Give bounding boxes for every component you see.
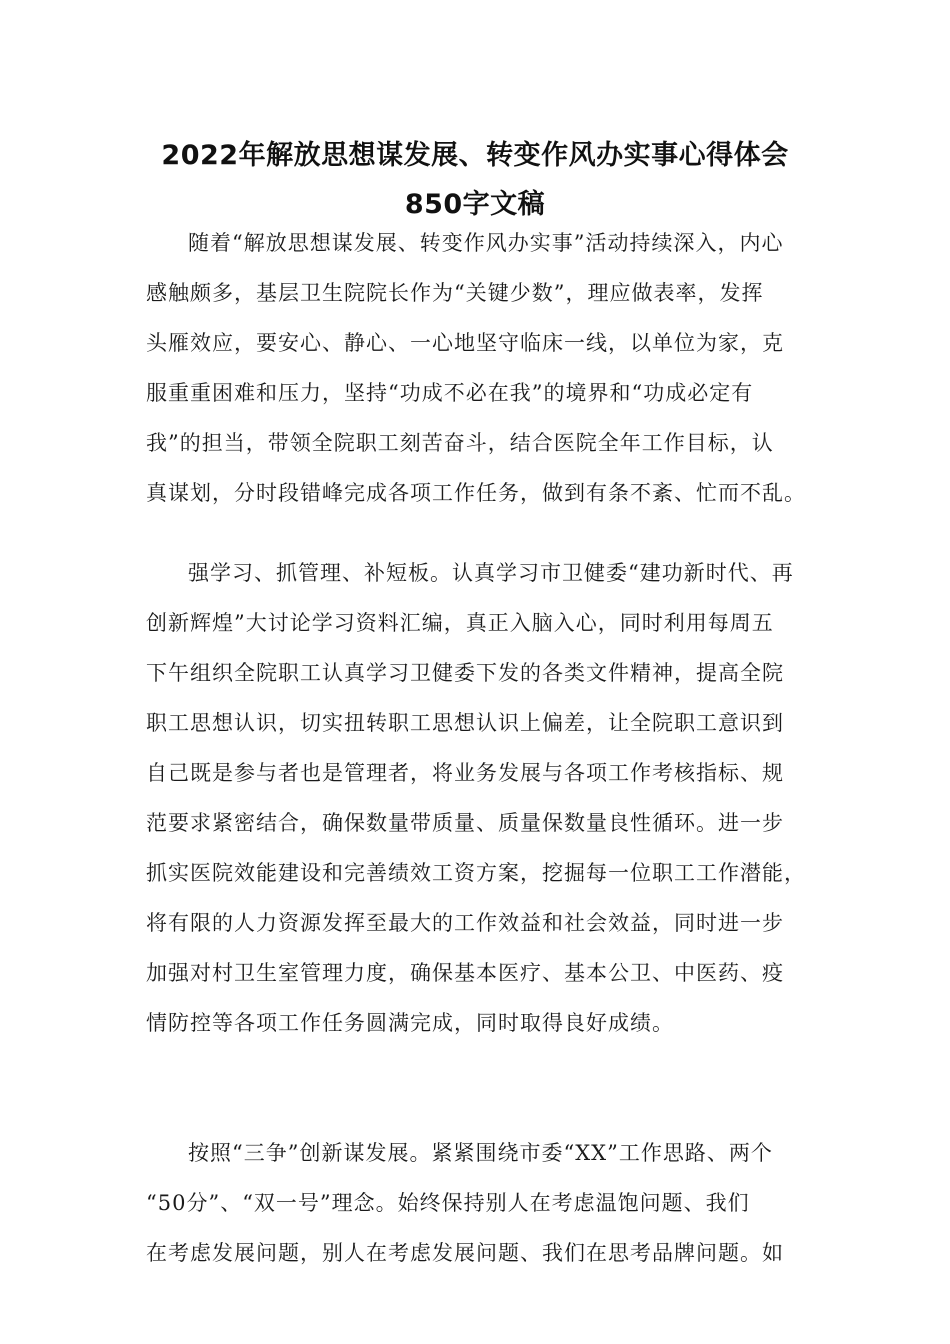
paragraph-2: [146, 548, 826, 1048]
paragraph-1: [146, 218, 826, 518]
text-line: 头雁效应，要安心、静心、一心地坚守临床一线，以单位为家，克: [146, 331, 784, 355]
text-line: 感触颇多，基层卫生院院长作为“关键少数”，理应做表率，发挥: [146, 281, 764, 305]
text-line: 情防控等各项工作任务圆满完成，同时取得良好成绩。: [146, 1011, 674, 1035]
text-line: “50分”、“双一号”理念。始终保持别人在考虑温饱问题、我们: [146, 1191, 750, 1215]
text-line: 抓实医院效能建设和完善绩效工资方案，挖掘每一位职工工作潜能，: [146, 861, 806, 885]
text-line: 我”的担当，带领全院职工刻苦奋斗，结合医院全年工作目标，认: [146, 431, 774, 455]
text-line: 随着“解放思想谋发展、转变作风办实事”活动持续深入，内心: [188, 231, 784, 255]
text-line: 下午组织全院职工认真学习卫健委下发的各类文件精神，提高全院: [146, 661, 784, 685]
text-line: 创新辉煌”大讨论学习资料汇编，真正入脑入心，同时利用每周五: [146, 611, 774, 635]
text-line: 将有限的人力资源发挥至最大的工作效益和社会效益，同时进一步: [146, 911, 784, 935]
text-line: 自己既是参与者也是管理者，将业务发展与各项工作考核指标、规: [146, 761, 784, 785]
text-line: 按照“三争”创新谋发展。紧紧围绕市委“XX”工作思路、两个: [188, 1141, 773, 1165]
text-line: 职工思想认识，切实扭转职工思想认识上偏差，让全院职工意识到: [146, 711, 784, 735]
text-line: 强学习、抓管理、补短板。认真学习市卫健委“建功新时代、再: [188, 561, 794, 585]
text-line: 真谋划，分时段错峰完成各项工作任务，做到有条不紊、忙而不乱。: [146, 481, 806, 505]
document-title-line-1: 2022年解放思想谋发展、转变作风办实事心得体会: [161, 140, 789, 171]
text-line: 加强对村卫生室管理力度，确保基本医疗、基本公卫、中医药、疫: [146, 961, 784, 985]
paragraph-3: [146, 1128, 826, 1278]
text-line: 服重重困难和压力，坚持“功成不必在我”的境界和“功成必定有: [146, 381, 754, 405]
text-line: 在考虑发展问题，别人在考虑发展问题、我们在思考品牌问题。如: [146, 1241, 784, 1265]
text-line: 范要求紧密结合，确保数量带质量、质量保数量良性循环。进一步: [146, 811, 784, 835]
document-title-line-2: 850字文稿: [404, 189, 546, 220]
